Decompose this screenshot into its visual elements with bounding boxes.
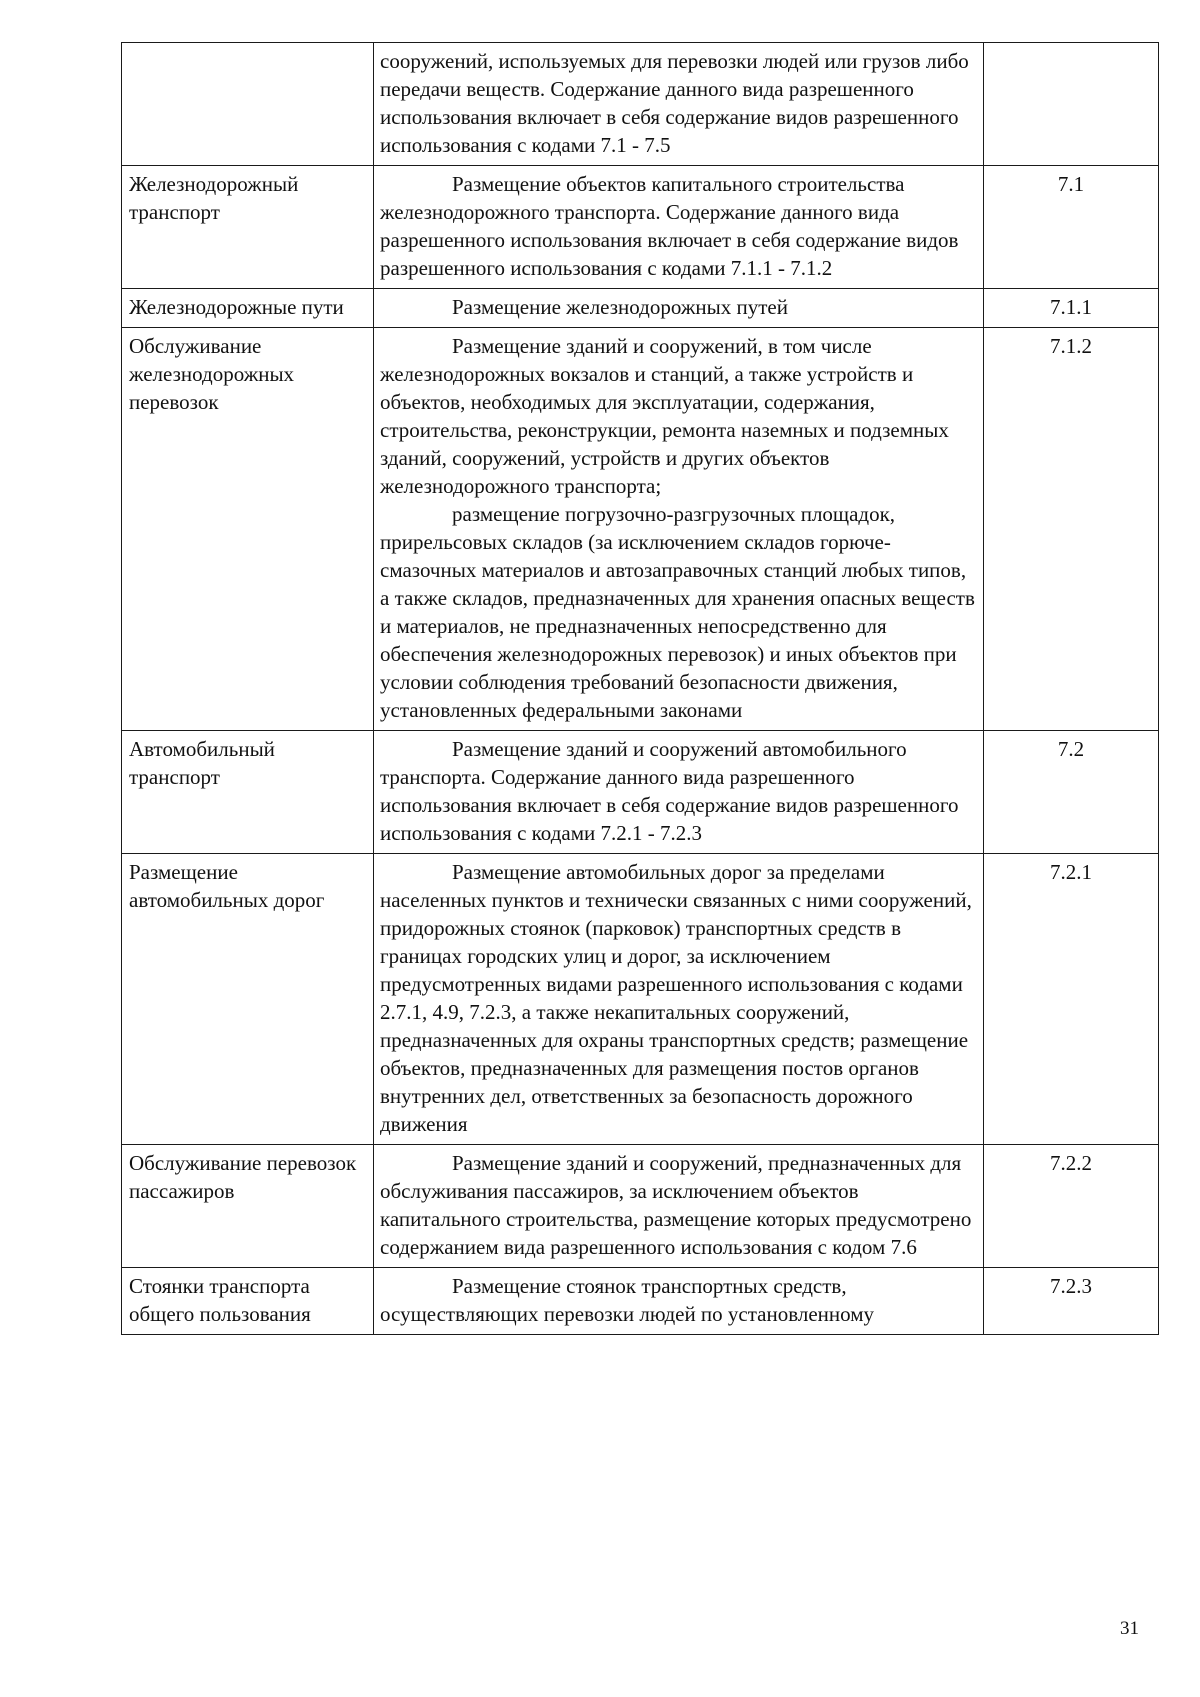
use-type-name-cell: Обслуживание железнодорожных перевозок bbox=[122, 328, 374, 731]
page-number: 31 bbox=[1120, 1618, 1139, 1639]
use-type-description-cell bbox=[374, 1268, 984, 1335]
table-row bbox=[122, 166, 1159, 289]
use-type-name-cell: Железнодорожный транспорт bbox=[122, 166, 374, 289]
description-paragraph: Размещение стоянок транспортных средств, осуществляющих перевозки людей по установленному bbox=[380, 1274, 875, 1326]
use-type-code-cell: 7.2.1 bbox=[984, 854, 1159, 1145]
description-paragraph: Размещение зданий и сооружений, в том числе железнодорожных вокзалов и станций, а также устройств и объектов, необходимых для эксплуатации, содержания, строительства, реконструкции, ремонта наземных и подземных зданий, сооружений, устройств и других объектов железнодорожного транспорта; bbox=[380, 334, 949, 498]
description-paragraph: Размещение объектов капитального строительства железнодорожного транспорта. Содержание данного вида разрешенного использования включает в себя содержание видов разрешенного использования с кодами 7.1.1 - 7.1.2 bbox=[380, 172, 959, 280]
use-type-code-cell: 7.2.3 bbox=[984, 1268, 1159, 1335]
use-type-code-cell: 7.2 bbox=[984, 731, 1159, 854]
description-paragraph: Размещение зданий и сооружений, предназначенных для обслуживания пассажиров, за исключением объектов капитального строительства, размещение которых предусмотрено содержанием вида разрешенного использования с кодом 7.6 bbox=[380, 1151, 972, 1259]
description-paragraph: Размещение автомобильных дорог за пределами населенных пунктов и технически связанных с ними сооружений, придорожных стоянок (парковок) транспортных средств в границах городских улиц и дорог, за исключением предусмотренных видами разрешенного использования с кодами 2.7.1, 4.9, 7.2.3, а также некапитальных сооружений, предназначенных для охраны транспортных средств; размещение объектов, предназначенных для размещения постов органов внутренних дел, ответственных за безопасность дорожного движения bbox=[380, 860, 972, 1136]
table-row bbox=[122, 328, 1159, 731]
table-row bbox=[122, 731, 1159, 854]
land-use-table bbox=[121, 42, 1159, 1335]
use-type-description-cell bbox=[374, 43, 984, 166]
table-row bbox=[122, 1145, 1159, 1268]
description-paragraph: Размещение зданий и сооружений автомобильного транспорта. Содержание данного вида разрешенного использования включает в себя содержание видов разрешенного использования с кодами 7.2.1 - 7.2.3 bbox=[380, 737, 959, 845]
use-type-name-cell bbox=[122, 43, 374, 166]
use-type-description-cell bbox=[374, 166, 984, 289]
use-type-name-cell: Стоянки транспорта общего пользования bbox=[122, 1268, 374, 1335]
description-paragraph: размещение погрузочно-разгрузочных площадок, прирельсовых складов (за исключением складов горюче-смазочных материалов и автозаправочных станций любых типов, а также складов, предназначенных для хранения опасных веществ и материалов, не предназначенных непосредственно для обеспечения железнодорожных перевозок) и иных объектов при условии соблюдения требований безопасности движения, установленных федеральными законами bbox=[380, 502, 975, 722]
description-paragraph: сооружений, используемых для перевозки людей или грузов либо передачи веществ. Содержание данного вида разрешенного использования включает в себя содержание видов разрешенного использования с кодами 7.1 - 7.5 bbox=[380, 49, 969, 157]
use-type-code-cell: 7.1 bbox=[984, 166, 1159, 289]
use-type-description-cell bbox=[374, 289, 984, 328]
use-type-code-cell: 7.1.1 bbox=[984, 289, 1159, 328]
table-body bbox=[122, 43, 1159, 1335]
use-type-description-cell bbox=[374, 328, 984, 731]
use-type-name-cell: Обслуживание перевозок пассажиров bbox=[122, 1145, 374, 1268]
description-paragraph: Размещение железнодорожных путей bbox=[452, 295, 788, 319]
use-type-description-cell bbox=[374, 731, 984, 854]
use-type-description-cell bbox=[374, 854, 984, 1145]
use-type-name-cell: Размещение автомобильных дорог bbox=[122, 854, 374, 1145]
use-type-code-cell: 7.1.2 bbox=[984, 328, 1159, 731]
use-type-name-cell: Железнодорожные пути bbox=[122, 289, 374, 328]
use-type-code-cell: 7.2.2 bbox=[984, 1145, 1159, 1268]
table-row bbox=[122, 43, 1159, 166]
use-type-name-cell: Автомобильный транспорт bbox=[122, 731, 374, 854]
use-type-code-cell bbox=[984, 43, 1159, 166]
table-row bbox=[122, 854, 1159, 1145]
table-row bbox=[122, 289, 1159, 328]
use-type-description-cell bbox=[374, 1145, 984, 1268]
table-row bbox=[122, 1268, 1159, 1335]
